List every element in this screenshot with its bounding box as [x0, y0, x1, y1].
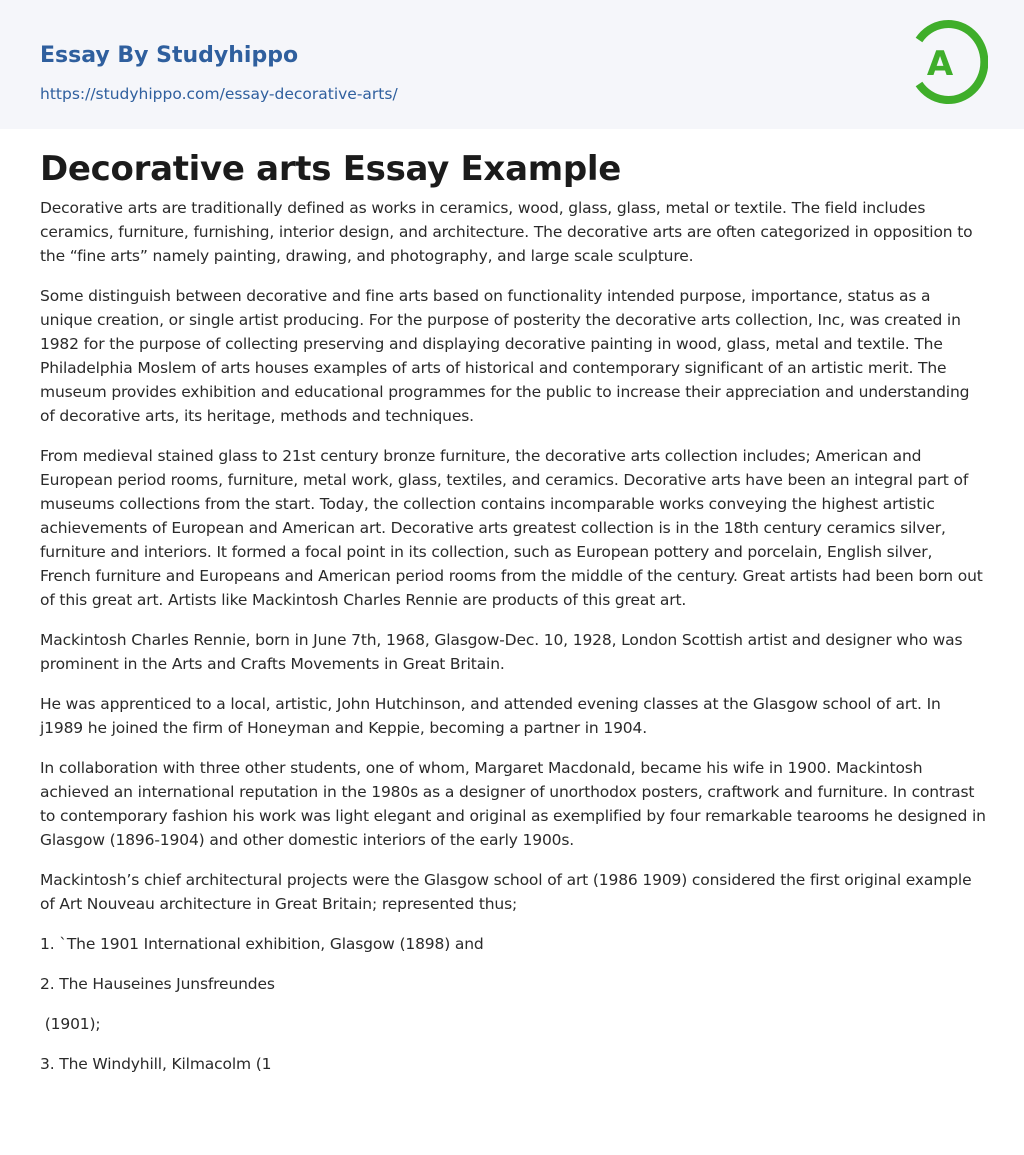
paragraph: He was apprenticed to a local, artistic, John Hutchinson, and attended evening classes at the Glasgow school of art. In j1989 he joined the firm of Honeyman and Keppie, becoming a partner in 1904.: [40, 695, 941, 737]
list-item: 2. The Hauseines Junsfreundes: [40, 975, 275, 993]
studyhippo-logo-icon[interactable]: [910, 18, 988, 106]
paragraph: Decorative arts are traditionally defined as works in ceramics, wood, glass, glass, metal or textile. The field includes ceramics, furniture, furnishing, interior design, and architecture. The decorative arts are often categorized in opposition to the “fine arts” namely painting, drawing, and photography, and large scale sculpture.: [40, 199, 973, 265]
paragraph: Some distinguish between decorative and fine arts based on functionality intended purpose, importance, status as a unique creation, or single artist producing. For the purpose of posterity the decorative arts collection, Inc, was created in 1982 for the purpose of collecting preserving and displaying decorative painting in wood, glass, metal and textile. The Philadelphia Moslem of arts houses examples of arts of historical and contemporary significant of an artistic merit. The museum provides exhibition and educational programmes for the public to increase their appreciation and understanding of decorative arts, its heritage, methods and techniques.: [40, 287, 970, 425]
essay-url-link[interactable]: https://studyhippo.com/essay-decorative-arts/: [40, 85, 398, 103]
list-item: (1901);: [40, 1015, 101, 1033]
logo-letter: A: [926, 44, 954, 84]
site-header: [0, 0, 1024, 129]
list-item: 3. The Windyhill, Kilmacolm (1: [40, 1055, 272, 1073]
paragraph: Mackintosh’s chief architectural projects were the Glasgow school of art (1986 1909) considered the first original example of Art Nouveau architecture in Great Britain; represented thus;: [40, 871, 972, 913]
paragraph: In collaboration with three other students, one of whom, Margaret Macdonald, became his wife in 1900. Mackintosh achieved an international reputation in the 1980s as a designer of unorthodox posters, craftwork and furniture. In contrast to contemporary fashion his work was light elegant and original as exemplified by four remarkable tearooms he designed in Glasgow (1896-1904) and other domestic interiors of the early 1900s.: [40, 759, 986, 849]
page-title: Decorative arts Essay Example: [40, 149, 621, 189]
paragraph: Mackintosh Charles Rennie, born in June 7th, 1968, Glasgow-Dec. 10, 1928, London Scottish artist and designer who was prominent in the Arts and Crafts Movements in Great Britain.: [40, 631, 963, 673]
list-item: 1. `The 1901 International exhibition, Glasgow (1898) and: [40, 935, 484, 953]
article: [40, 129, 986, 1092]
site-title[interactable]: Essay By Studyhippo: [40, 43, 299, 68]
paragraph: From medieval stained glass to 21st century bronze furniture, the decorative arts collection includes; American and European period rooms, furniture, metal work, glass, textiles, and ceramics. Decorative arts have been an integral part of museums collections from the start. Today, the collection contains incomparable works conveying the highest artistic achievements of European and American art. Decorative arts greatest collection is in the 18th century ceramics silver, furniture and interiors. It formed a focal point in its collection, such as European pottery and porcelain, English silver, French furniture and Europeans and American period rooms from the middle of the century. Great artists had been born out of this great art. Artists like Mackintosh Charles Rennie are products of this great art.: [40, 447, 983, 609]
